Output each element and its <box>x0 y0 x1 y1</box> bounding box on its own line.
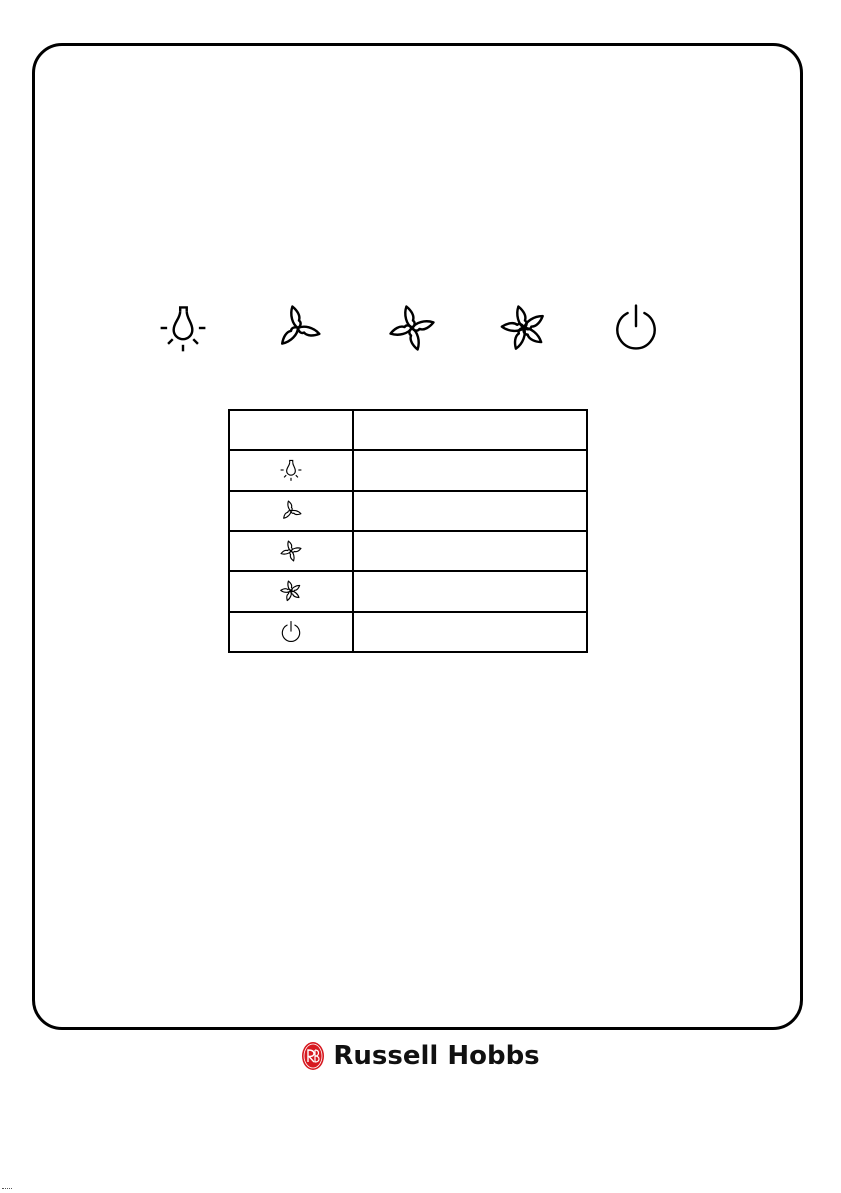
table-row <box>229 612 587 652</box>
fan-speed-1-icon <box>278 498 304 524</box>
row-description <box>353 571 587 611</box>
table-row <box>229 531 587 571</box>
control-reference-table <box>228 409 588 653</box>
fan-speed-3-icon <box>278 578 304 604</box>
light-bulb-icon <box>278 457 304 483</box>
table-row <box>229 491 587 531</box>
table-row <box>229 450 587 490</box>
light-bulb-icon[interactable] <box>155 300 211 356</box>
fan-speed-3-icon[interactable] <box>496 300 552 356</box>
row-description <box>353 491 587 531</box>
corner-mark <box>2 1188 12 1191</box>
row-description <box>353 450 587 490</box>
power-icon <box>278 619 304 645</box>
header-description-cell <box>353 410 587 450</box>
table-header-row <box>229 410 587 450</box>
brand-seal-icon <box>301 1041 325 1071</box>
row-description <box>353 612 587 652</box>
header-icon-cell <box>229 410 353 450</box>
brand-logo <box>0 1039 841 1073</box>
control-panel-row <box>0 300 841 360</box>
table-row <box>229 571 587 611</box>
power-icon[interactable] <box>608 300 664 356</box>
fan-speed-2-icon <box>278 538 304 564</box>
brand-name: Russell Hobbs <box>333 1041 540 1071</box>
row-description <box>353 531 587 571</box>
fan-speed-2-icon[interactable] <box>384 300 440 356</box>
fan-speed-1-icon[interactable] <box>270 300 326 356</box>
